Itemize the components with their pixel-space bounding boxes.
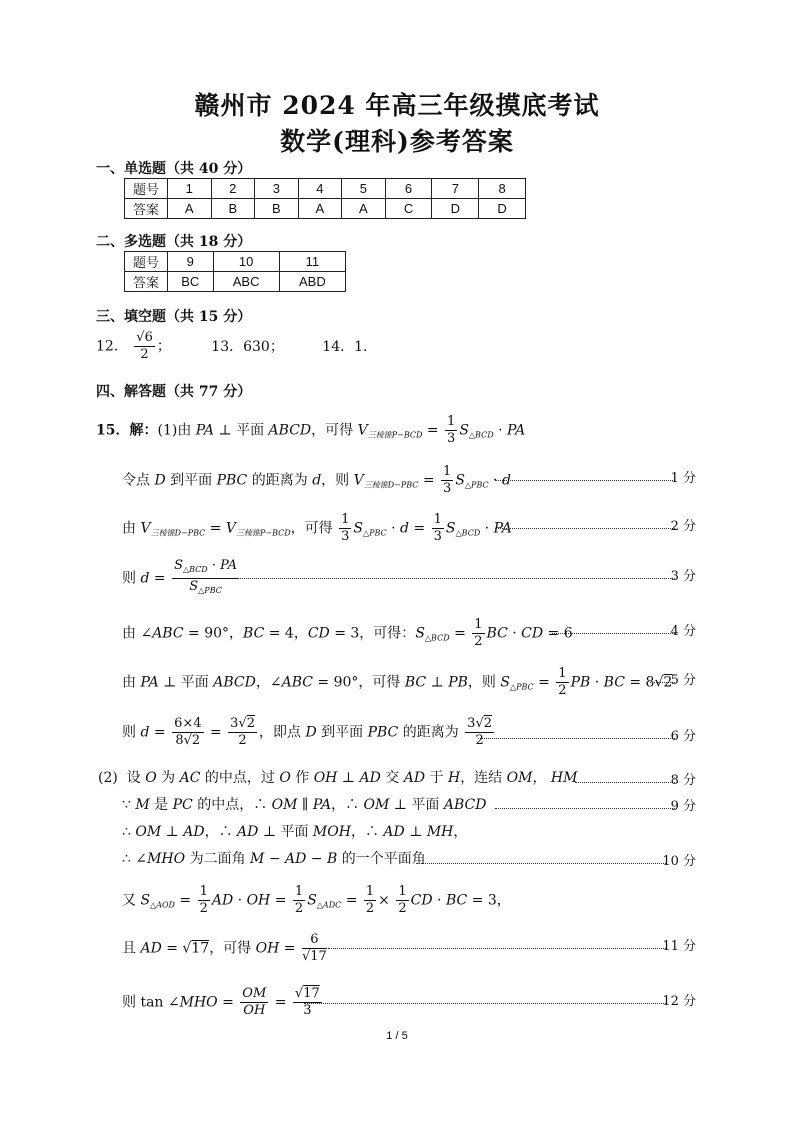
section-fill-blank-heading: 三、填空题（共 15 分） bbox=[96, 309, 252, 325]
q15-line-1: 15．解：(1)由 PA ⊥ 平面 ABCD，可得 $V_{三棱锥P-BCD}$ = $\frac{1}{3}$ $S_{\triangle BCD}$ · PA bbox=[96, 414, 526, 446]
exam-title: 赣州市 2024 年高三年级摸底考试 bbox=[194, 91, 600, 120]
table-cell: 3 bbox=[255, 179, 299, 199]
q15-line-3: 由 $V_{三棱锥D-PBC} = V_{三棱锥P-BCD}$，可得 $\frac{1}{3}$ $S_{\triangle PBC} \cdot d$ = $\frac{1}{3}$ $S_{\triangle BCD}$ · PA bbox=[122, 512, 512, 544]
q12-fraction bbox=[134, 330, 155, 363]
table-cell: B bbox=[255, 199, 299, 219]
table-cell: D bbox=[432, 199, 479, 219]
q12-tail: ； bbox=[156, 338, 171, 355]
score-mark: 5 分 bbox=[670, 673, 696, 688]
score-mark: 10 分 bbox=[662, 854, 696, 869]
table-cell: 6 bbox=[385, 179, 432, 199]
table-cell: C bbox=[385, 199, 432, 219]
table-cell: A bbox=[168, 199, 212, 219]
q15-line-4: 则 d = $\frac{S_{\triangle BCD} \cdot PA}{S_{\triangle PBC}}$ bbox=[122, 558, 238, 595]
leader-dots bbox=[304, 1003, 666, 1004]
row-label: 题号 bbox=[125, 179, 168, 199]
leader-dots bbox=[495, 528, 675, 529]
table-cell: 7 bbox=[432, 179, 479, 199]
table-cell: B bbox=[211, 199, 255, 219]
table-cell: BC bbox=[168, 272, 214, 292]
q15-part2-line-6: 且 AD = √17，可得 OH = $\frac{6}{√17}$ bbox=[122, 932, 327, 964]
table-cell: 8 bbox=[479, 179, 526, 199]
row-label: 题号 bbox=[125, 252, 168, 272]
single-choice-answer-table bbox=[124, 178, 526, 219]
table-row bbox=[125, 179, 526, 199]
table-cell: 4 bbox=[298, 179, 342, 199]
score-mark: 4 分 bbox=[670, 624, 696, 639]
score-mark: 2 分 bbox=[670, 519, 696, 534]
q15-line-7: 则 d = $\frac{6\times 4}{8√2}$ = $\frac{3√2}{2}$ ，即点 D 到平面 PBC 的距离为 $\frac{3√2}{2}$ bbox=[122, 716, 493, 748]
table-cell: ABC bbox=[213, 272, 279, 292]
table-cell: 2 bbox=[211, 179, 255, 199]
section-solution-heading: 四、解答题（共 77 分） bbox=[96, 384, 252, 400]
table-cell: A bbox=[298, 199, 342, 219]
table-cell: 1 bbox=[168, 179, 212, 199]
q12-numerator: √6 bbox=[136, 330, 153, 345]
leader-dots bbox=[495, 480, 675, 481]
score-mark: 1 分 bbox=[670, 471, 696, 486]
score-mark: 6 分 bbox=[670, 729, 696, 744]
score-mark: 12 分 bbox=[662, 994, 696, 1009]
table-cell: 5 bbox=[342, 179, 386, 199]
table-cell: 9 bbox=[168, 252, 214, 272]
q15-part2-line-5: 又 $S_{\triangle AOD}$ = $\frac{1}{2}$ AD · OH = $\frac{1}{2}$ $S_{\triangle ADC}$ = $\frac{1}{2}$ × $\frac{1}{2}$ CD · BC = 3， bbox=[122, 884, 511, 916]
score-mark: 3 分 bbox=[670, 569, 696, 584]
section-single-choice-heading: 一、单选题（共 40 分） bbox=[96, 161, 252, 177]
q12-label: 12． bbox=[96, 338, 128, 355]
section-multi-choice-heading: 二、多选题（共 18 分） bbox=[96, 234, 252, 250]
leader-dots bbox=[328, 948, 666, 949]
leader-dots bbox=[478, 738, 675, 739]
q14-answer: 14．1． bbox=[322, 338, 378, 355]
q15-line-6: 由 PA ⊥ 平面 ABCD，∠ABC = 90°，可得 BC ⊥ PB，则 $S_{\triangle PBC}$ = $\frac{1}{2}$ PB · BC = 8√2 bbox=[122, 666, 673, 698]
table-row bbox=[125, 252, 346, 272]
table-row bbox=[125, 272, 346, 292]
q15-part2-line-1: (2) 设 O 为 AC 的中点，过 O 作 OH ⊥ AD 交 AD 于 H，连结 OM， HM bbox=[98, 770, 578, 786]
table-cell: A bbox=[342, 199, 386, 219]
table-row bbox=[125, 199, 526, 219]
q13-answer: 13．630； bbox=[211, 338, 284, 355]
row-label: 答案 bbox=[125, 199, 168, 219]
q15-part2-line-4: ∴ ∠MHO 为二面角 M − AD − B 的一个平面角 bbox=[122, 851, 426, 867]
table-cell: ABD bbox=[279, 272, 345, 292]
q12-denominator: 2 bbox=[140, 347, 149, 362]
answer-key-title: 数学(理科)参考答案 bbox=[280, 127, 514, 156]
leader-dots bbox=[240, 578, 675, 579]
leader-dots bbox=[575, 782, 675, 783]
page-number: 1 / 5 bbox=[386, 1030, 408, 1042]
table-cell: 11 bbox=[279, 252, 345, 272]
table-cell: 10 bbox=[213, 252, 279, 272]
q15-part2-line-2: ∵ M 是 PC 的中点，∴ OM ∥ PA，∴ OM ⊥ 平面 ABCD bbox=[122, 797, 487, 813]
row-label: 答案 bbox=[125, 272, 168, 292]
score-mark: 8 分 bbox=[670, 773, 696, 788]
q15-intro: 15．解： bbox=[96, 422, 158, 439]
q15-part2-line-7: 则 tan ∠MHO = $\frac{OM}{OH}$ = $\frac{√17}{3}$ bbox=[122, 986, 320, 1018]
q15-line-2: 令点 D 到平面 PBC 的距离为 d，则 $V_{三棱锥D-PBC}$ = $\frac{1}{3}$ $S_{\triangle PBC} \cdot d$ bbox=[122, 464, 511, 496]
leader-dots bbox=[552, 633, 675, 634]
table-cell: D bbox=[479, 199, 526, 219]
multi-choice-answer-table bbox=[124, 251, 346, 292]
score-mark: 9 分 bbox=[670, 799, 696, 814]
q15-part2-line-3: ∴ OM ⊥ AD，∴ AD ⊥ 平面 MOH，∴ AD ⊥ MH， bbox=[122, 824, 468, 840]
q15-line-5: 由 ∠ABC = 90°，BC = 4，CD = 3，可得：$S_{\triangle BCD}$ = $\frac{1}{2}$ BC · CD = 6 bbox=[122, 617, 573, 649]
fill-blank-answers bbox=[96, 330, 377, 363]
leader-dots bbox=[416, 863, 666, 864]
leader-dots bbox=[495, 808, 675, 809]
score-mark: 11 分 bbox=[662, 939, 696, 954]
